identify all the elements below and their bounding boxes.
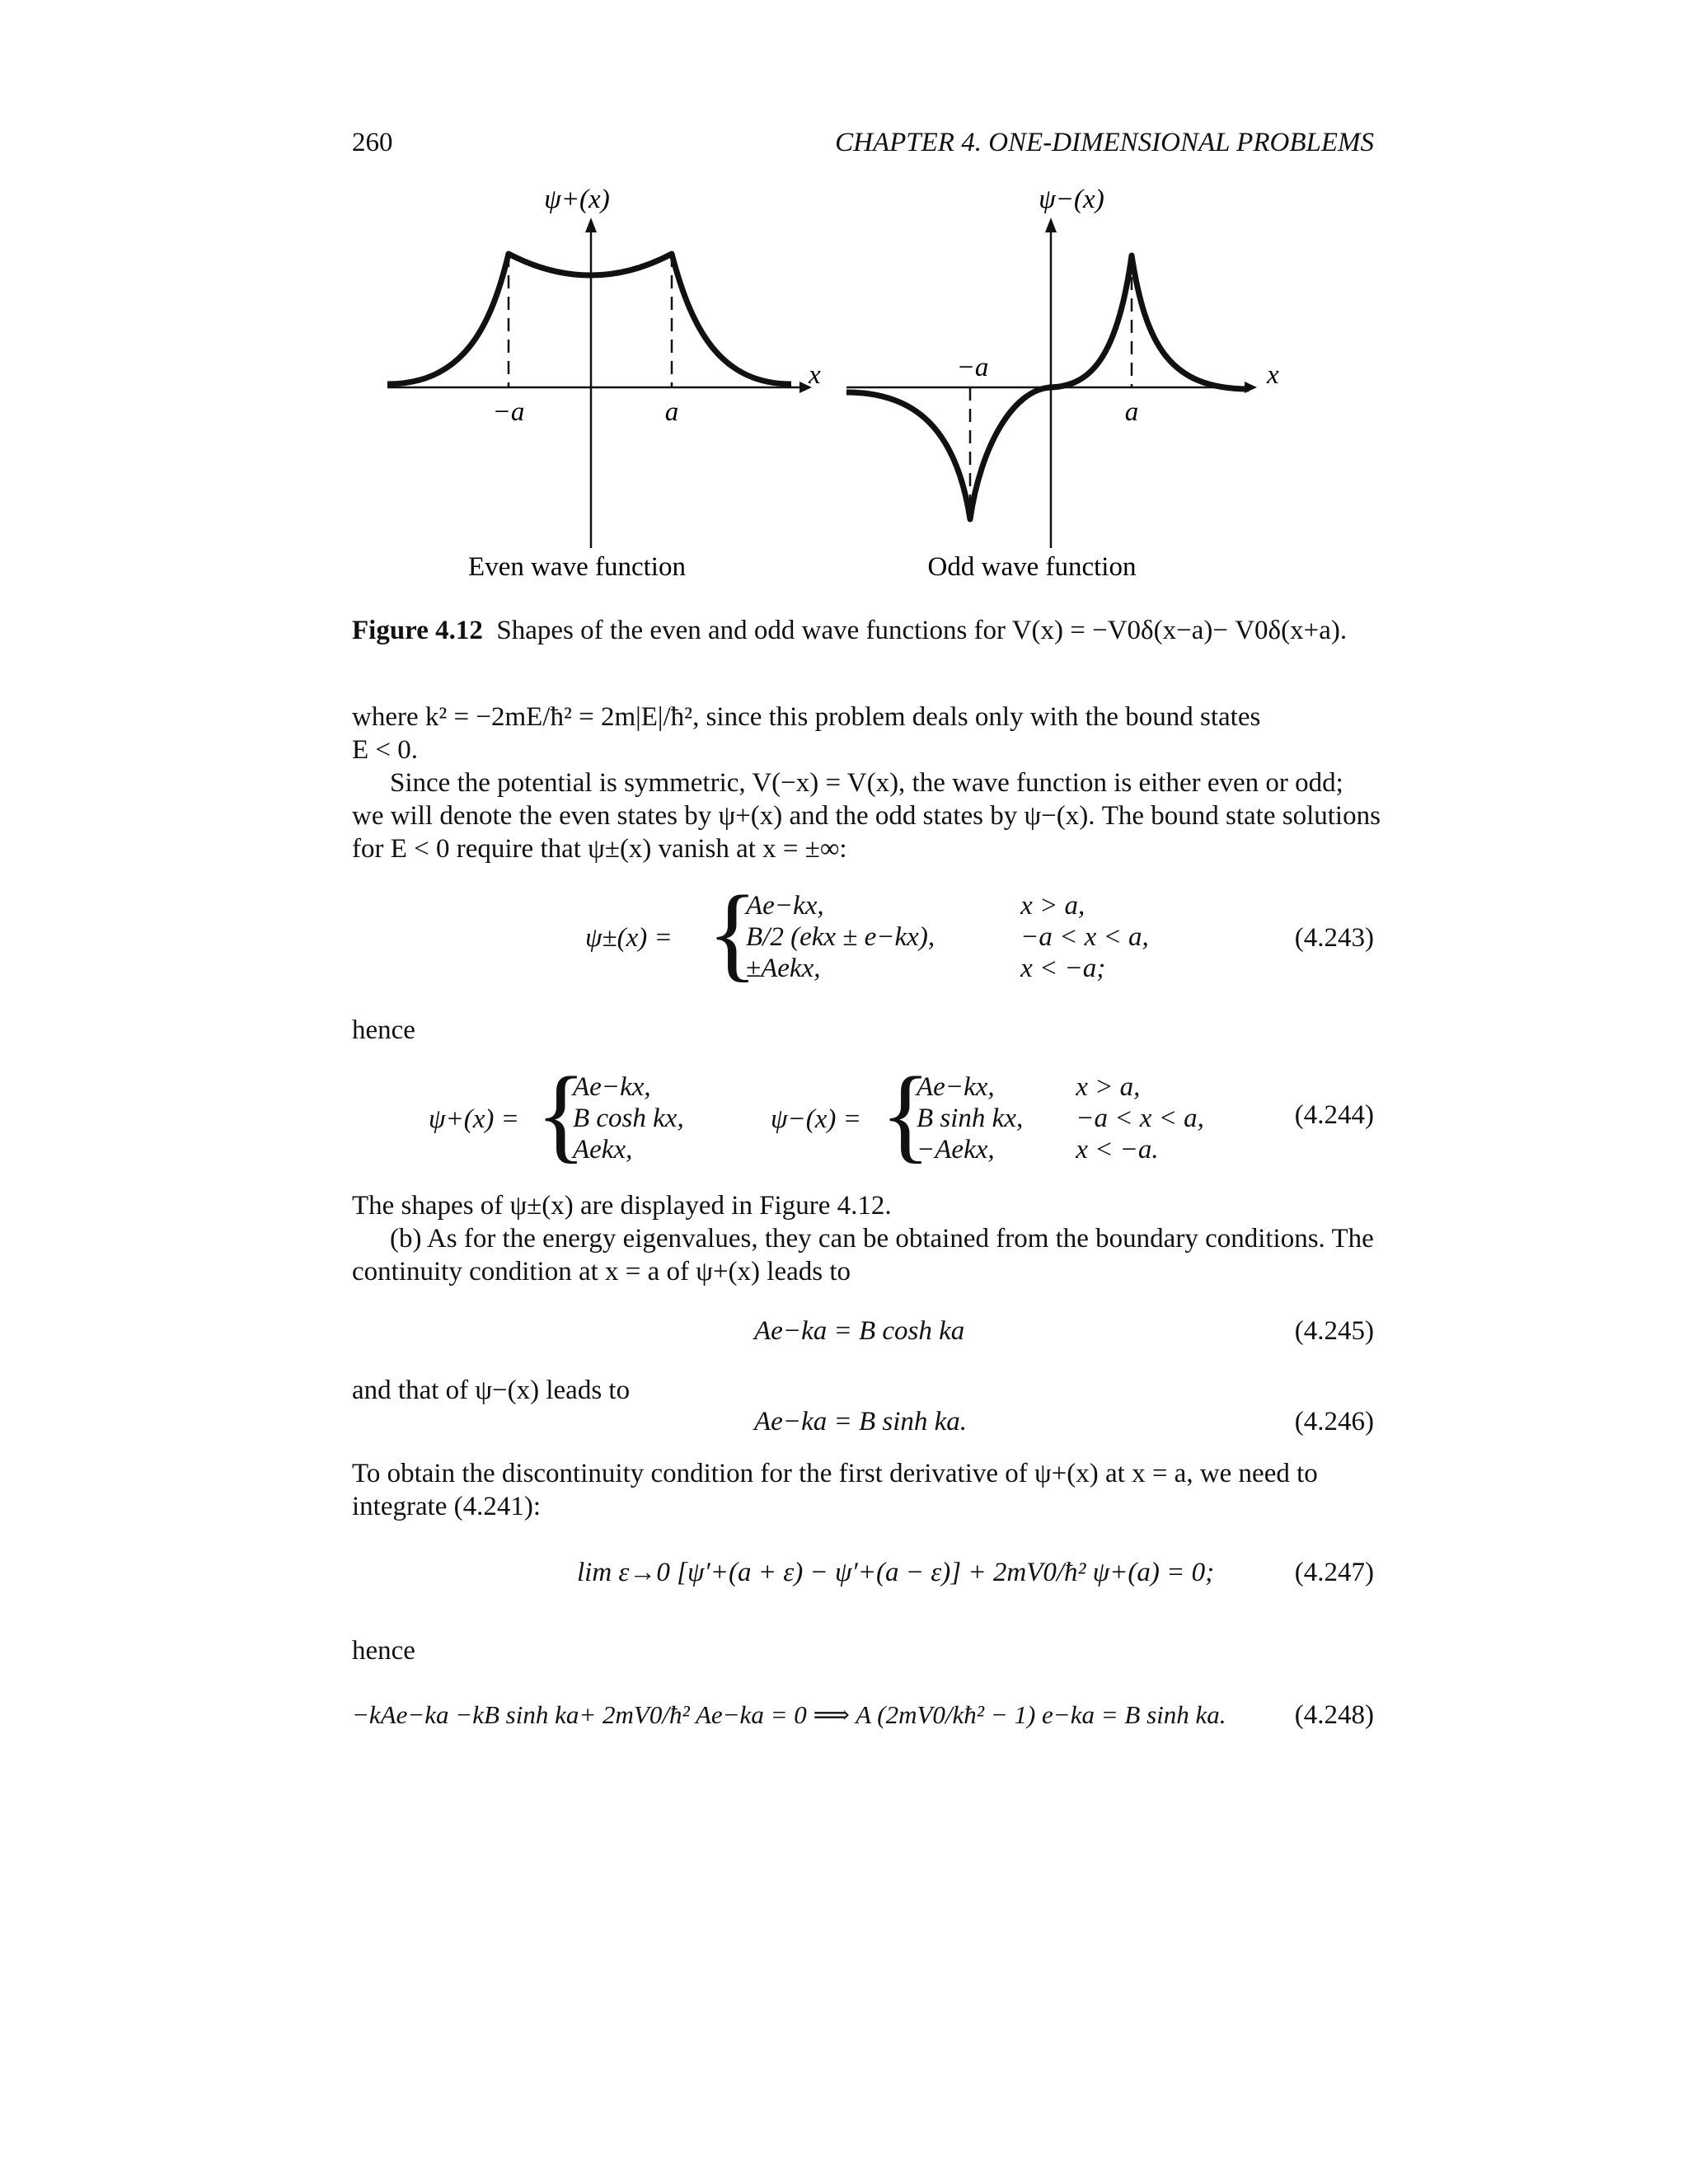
equation-4-245: Ae−ka = B cosh ka — [754, 1316, 965, 1346]
even-wave-plot — [387, 185, 821, 582]
right-tick-neg: −a — [956, 353, 989, 382]
left-tick-neg: −a — [492, 397, 525, 427]
eq244-lhs-minus: ψ−(x) = — [771, 1104, 861, 1134]
eq243-lhs: ψ±(x) = — [585, 923, 673, 953]
equation-number-4-244: (4.244) — [1294, 1100, 1374, 1130]
running-title: CHAPTER 4. ONE-DIMENSIONAL PROBLEMS — [835, 128, 1374, 157]
right-tick-pos: a — [1124, 397, 1139, 427]
paragraph-6-line-1: To obtain the discontinuity condition for the first derivative of ψ+(x) at x = a, we need to — [352, 1459, 1318, 1488]
eq244-minus-row-1-expr: Ae−kx, — [917, 1072, 995, 1102]
equation-4-248: −kAe−ka −kB sinh ka+ 2mV0/ħ² Ae−ka = 0 ⟹ A (2mV0/kħ² − 1) e−ka = B sinh ka. — [352, 1700, 1226, 1729]
eq244-brace-plus: { — [536, 1056, 587, 1173]
figure-caption — [352, 614, 1374, 647]
even-wave-curve — [387, 254, 791, 384]
eq244-plus-row-3: Aekx, — [573, 1135, 633, 1165]
left-tick-pos: a — [664, 397, 679, 427]
eq244-minus-row-1-cond: x > a, — [1076, 1072, 1141, 1102]
eq244-plus-row-1: Ae−kx, — [573, 1072, 651, 1102]
eq243-brace: { — [707, 874, 758, 991]
paragraph-4-line-1: (b) As for the energy eigenvalues, they can be obtained from the boundary conditions. The — [390, 1224, 1374, 1254]
paragraph-2-line-1: Since the potential is symmetric, V(−x) = V(x), the wave function is either even or odd; — [390, 768, 1343, 798]
eq244-minus-row-2-expr: B sinh kx, — [917, 1104, 1024, 1133]
left-y-label: ψ+(x) — [544, 185, 610, 214]
page-number: 260 — [352, 128, 393, 157]
paragraph-1-line-1: where k² = −2mE/ħ² = 2m|E|/ħ², since this problem deals only with the bound states — [352, 702, 1261, 732]
equation-4-243 — [585, 874, 1376, 997]
paragraph-6-line-2: integrate (4.241): — [352, 1492, 542, 1521]
right-x-label: x — [1267, 360, 1279, 390]
figure-caption-label: Figure 4.12 — [352, 616, 483, 645]
figure-caption-text: Shapes of the even and odd wave functions for V(x) = −V0δ(x−a)− V0δ(x+a). — [496, 616, 1348, 645]
eq244-minus-row-2-cond: −a < x < a, — [1076, 1104, 1204, 1133]
paragraph-4-line-2: continuity condition at x = a of ψ+(x) leads to — [352, 1257, 851, 1286]
right-y-label: ψ−(x) — [1039, 185, 1104, 214]
hence-1: hence — [352, 1015, 415, 1045]
equation-number-4-243: (4.243) — [1294, 923, 1374, 953]
eq243-row-2-expr: B/2 (ekx ± e−kx), — [746, 922, 935, 952]
odd-wave-plot — [846, 185, 1279, 582]
paragraph-5-line-1: and that of ψ−(x) leads to — [352, 1376, 631, 1405]
eq244-plus-row-2: B cosh kx, — [573, 1104, 684, 1133]
eq243-row-2-cond: −a < x < a, — [1020, 922, 1149, 952]
equation-number-4-247: (4.247) — [1294, 1558, 1374, 1587]
eq243-row-3-expr: ±Aekx, — [746, 954, 821, 983]
eq244-minus-row-3-cond: x < −a. — [1076, 1135, 1159, 1165]
eq244-cases-plus — [573, 1071, 696, 1165]
left-y-axis-arrow — [585, 218, 597, 232]
paragraph-1-line-2: E < 0. — [352, 735, 419, 765]
right-caption: Odd wave function — [927, 552, 1137, 582]
eq244-lhs-plus: ψ+(x) = — [429, 1104, 519, 1134]
equation-4-247: lim ε→0 [ψ′+(a + ε) − ψ′+(a − ε)] + 2mV0/ħ² ψ+(a) = 0; — [577, 1558, 1215, 1587]
eq243-row-1-expr: Ae−kx, — [746, 891, 824, 921]
eq243-cases — [746, 890, 1160, 984]
eq244-brace-minus: { — [880, 1056, 931, 1173]
paragraph-3-line-1: The shapes of ψ±(x) are displayed in Figure 4.12. — [352, 1191, 892, 1221]
equation-4-246: Ae−ka = B sinh ka. — [754, 1407, 968, 1436]
right-y-axis-arrow — [1045, 218, 1057, 232]
equation-number-4-245: (4.245) — [1294, 1316, 1374, 1346]
eq244-cases-minus — [917, 1071, 1216, 1165]
eq244-minus-row-3-expr: −Aekx, — [917, 1135, 995, 1165]
equation-number-4-248: (4.248) — [1294, 1700, 1374, 1730]
eq243-row-3-cond: x < −a; — [1020, 954, 1106, 983]
hence-2: hence — [352, 1636, 415, 1666]
paragraph-2-line-2: we will denote the even states by ψ+(x) and the odd states by ψ−(x). The bound state solutions — [352, 801, 1381, 831]
left-x-label: x — [809, 360, 821, 390]
paragraph-2-line-3: for E < 0 require that ψ±(x) vanish at x = ±∞: — [352, 834, 847, 864]
equation-number-4-246: (4.246) — [1294, 1407, 1374, 1436]
figure-4-12 — [0, 181, 1688, 593]
left-caption: Even wave function — [468, 552, 686, 582]
eq243-row-1-cond: x > a, — [1020, 891, 1085, 921]
equation-4-244 — [429, 1056, 1376, 1179]
